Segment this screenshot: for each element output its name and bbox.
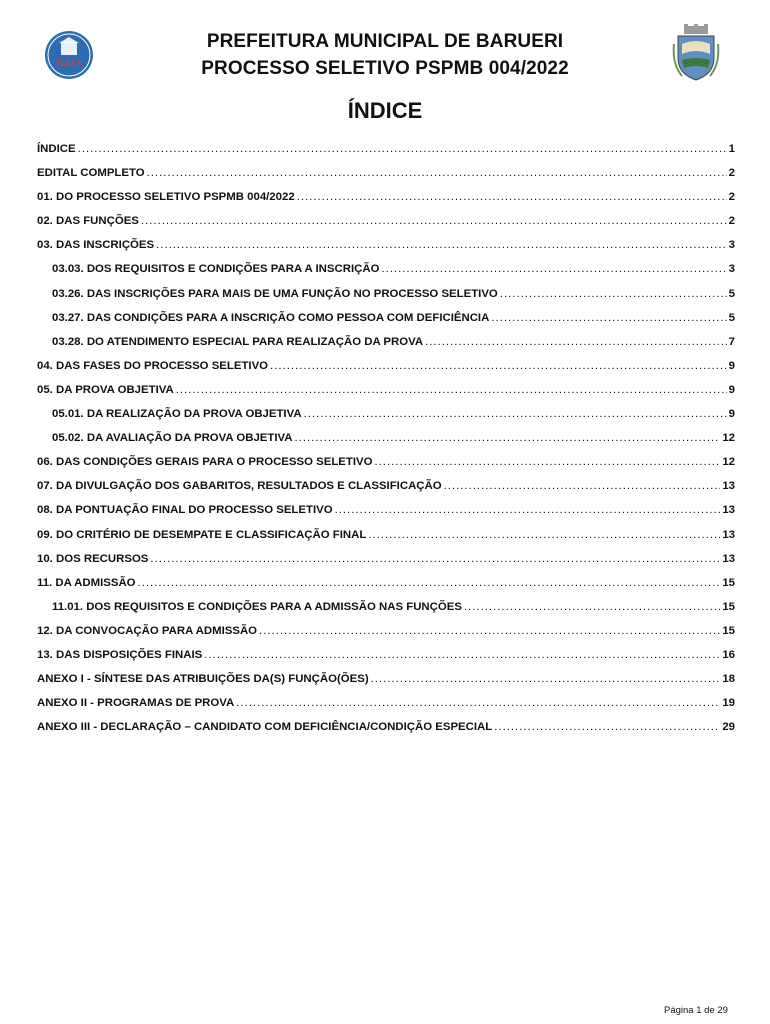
header-line-1: PREFEITURA MUNICIPAL DE BARUERI <box>206 31 564 52</box>
toc-entry-label: ANEXO II - PROGRAMAS DE PROVA <box>37 697 235 710</box>
toc-entry[interactable] <box>37 625 735 649</box>
toc-entry-label: ÍNDICE <box>37 143 76 155</box>
toc-entry-label: ANEXO I - SÍNTESE DAS ATRIBUIÇÕES DA(S) FUNÇÃO(ÕES) <box>37 673 369 686</box>
toc-entry-page: 5 <box>728 287 735 300</box>
toc-leader-dots <box>176 384 727 396</box>
toc-entry-label: 08. DA PONTUAÇÃO FINAL DO PROCESSO SELETIVO <box>37 504 333 517</box>
toc-leader-dots <box>297 191 727 203</box>
toc-leader-dots <box>381 263 726 275</box>
toc-entry-label: 05.02. DA AVALIAÇÃO DA PROVA OBJETIVA <box>52 432 293 445</box>
barueri-coat-of-arms-logo <box>672 24 720 82</box>
toc-entry[interactable] <box>37 336 735 360</box>
toc-entry[interactable] <box>37 167 735 191</box>
toc-entry-label: 01. DO PROCESSO SELETIVO PSPMB 004/2022 <box>37 191 295 204</box>
toc-entry[interactable] <box>37 215 735 239</box>
toc-entry-page: 3 <box>728 239 735 252</box>
toc-title: ÍNDICE <box>347 98 423 123</box>
toc-entry-page: 13 <box>722 552 735 565</box>
toc-entry[interactable] <box>37 673 735 697</box>
toc-entry-label: 03.27. DAS CONDIÇÕES PARA A INSCRIÇÃO COMO PESSOA COM DEFICIÊNCIA <box>52 311 490 324</box>
toc-entry[interactable] <box>37 191 735 215</box>
toc-entry-label: 03.03. DOS REQUISITOS E CONDIÇÕES PARA A INSCRIÇÃO <box>52 263 380 276</box>
toc-leader-dots <box>368 529 720 541</box>
toc-entry-page: 15 <box>722 576 735 589</box>
toc-entry[interactable] <box>37 456 735 480</box>
toc-entry[interactable] <box>37 529 735 553</box>
toc-entry[interactable] <box>37 408 735 432</box>
toc-leader-dots <box>425 336 727 348</box>
toc-entry[interactable] <box>37 480 735 504</box>
toc-entry[interactable] <box>37 553 735 577</box>
toc-entry[interactable] <box>37 288 735 312</box>
toc-entry-page: 12 <box>722 432 735 445</box>
toc-entry[interactable] <box>37 143 735 167</box>
toc-leader-dots <box>259 625 720 637</box>
document-header <box>0 28 770 82</box>
toc-entry-label: 11.01. DOS REQUISITOS E CONDIÇÕES PARA A ADMISSÃO NAS FUNÇÕES <box>52 600 462 613</box>
toc-leader-dots <box>141 215 727 227</box>
toc-leader-dots <box>150 553 720 565</box>
toc-leader-dots <box>295 432 721 444</box>
toc-entry-page: 2 <box>728 167 735 180</box>
toc-leader-dots <box>494 721 720 733</box>
toc-entry[interactable] <box>37 360 735 384</box>
toc-entry[interactable] <box>37 432 735 456</box>
toc-entry-label: 04. DAS FASES DO PROCESSO SELETIVO <box>37 359 269 372</box>
header-line-2: PROCESSO SELETIVO PSPMB 004/2022 <box>201 58 569 79</box>
toc-leader-dots <box>371 673 721 685</box>
toc-leader-dots <box>374 456 720 468</box>
toc-leader-dots <box>156 239 727 251</box>
toc-entry[interactable] <box>37 601 735 625</box>
page-number-footer: Página 1 de 29 <box>664 1005 728 1016</box>
toc-entry[interactable] <box>37 312 735 336</box>
logo-text: IGECS <box>56 59 82 68</box>
toc-entry-page: 2 <box>728 191 735 204</box>
toc-entry-label: 10. DOS RECURSOS <box>37 552 149 565</box>
toc-entry-page: 1 <box>728 143 735 155</box>
toc-entry-label: 03.26. DAS INSCRIÇÕES PARA MAIS DE UMA FUNÇÃO NO PROCESSO SELETIVO <box>52 287 498 300</box>
toc-entry-page: 9 <box>728 383 735 396</box>
toc-entry-label: ANEXO III - DECLARAÇÃO – CANDIDATO COM DEFICIÊNCIA/CONDIÇÃO ESPECIAL <box>37 721 493 734</box>
toc-entry-label: 06. DAS CONDIÇÕES GERAIS PARA O PROCESSO SELETIVO <box>37 456 373 469</box>
toc-leader-dots <box>464 601 720 613</box>
toc-leader-dots <box>78 143 727 155</box>
toc-entry-page: 13 <box>722 480 735 493</box>
toc-entry-page: 16 <box>722 648 735 661</box>
toc-leader-dots <box>236 697 720 709</box>
toc-leader-dots <box>270 360 727 372</box>
toc-entry-label: 13. DAS DISPOSIÇÕES FINAIS <box>37 648 203 661</box>
toc-leader-dots <box>491 312 726 324</box>
toc-leader-dots <box>335 504 721 516</box>
toc-entry[interactable] <box>37 504 735 528</box>
toc-entry-label: 09. DO CRITÉRIO DE DESEMPATE E CLASSIFICAÇÃO FINAL <box>37 528 367 541</box>
toc-entry-label: 12. DA CONVOCAÇÃO PARA ADMISSÃO <box>37 624 258 637</box>
toc-entry[interactable] <box>37 721 735 745</box>
toc-entry-page: 29 <box>722 721 735 734</box>
toc-entry-page: 18 <box>722 673 735 686</box>
toc-leader-dots <box>500 288 727 300</box>
toc-entry-label: 03.28. DO ATENDIMENTO ESPECIAL PARA REALIZAÇÃO DA PROVA <box>52 335 424 348</box>
table-of-contents <box>37 143 735 745</box>
toc-entry-label: 07. DA DIVULGAÇÃO DOS GABARITOS, RESULTADOS E CLASSIFICAÇÃO <box>37 480 442 493</box>
toc-entry-label: 03. DAS INSCRIÇÕES <box>37 239 155 252</box>
toc-leader-dots <box>138 577 721 589</box>
toc-entry-page: 13 <box>722 528 735 541</box>
toc-leader-dots <box>147 167 727 179</box>
toc-entry-page: 13 <box>722 504 735 517</box>
toc-leader-dots <box>304 408 727 420</box>
toc-entry-page: 5 <box>728 311 735 324</box>
toc-leader-dots <box>444 480 721 492</box>
toc-entry[interactable] <box>37 384 735 408</box>
toc-entry-page: 9 <box>728 359 735 372</box>
toc-entry-page: 7 <box>728 335 735 348</box>
toc-entry-label: 02. DAS FUNÇÕES <box>37 215 139 228</box>
toc-leader-dots <box>204 649 720 661</box>
toc-entry-page: 19 <box>722 697 735 710</box>
toc-entry-page: 2 <box>728 215 735 228</box>
toc-entry-page: 15 <box>722 624 735 637</box>
toc-entry-page: 12 <box>722 456 735 469</box>
toc-entry[interactable] <box>37 263 735 287</box>
toc-entry-page: 15 <box>722 600 735 613</box>
toc-entry[interactable] <box>37 649 735 673</box>
toc-entry-page: 3 <box>728 263 735 276</box>
toc-entry-page: 9 <box>728 408 735 421</box>
toc-entry-label: 11. DA ADMISSÃO <box>37 576 136 589</box>
toc-entry-label: 05.01. DA REALIZAÇÃO DA PROVA OBJETIVA <box>52 408 302 421</box>
toc-entry[interactable] <box>37 577 735 601</box>
toc-entry-label: EDITAL COMPLETO <box>37 167 145 180</box>
toc-entry[interactable] <box>37 239 735 263</box>
toc-entry-label: 05. DA PROVA OBJETIVA <box>37 383 174 396</box>
toc-entry[interactable] <box>37 697 735 721</box>
